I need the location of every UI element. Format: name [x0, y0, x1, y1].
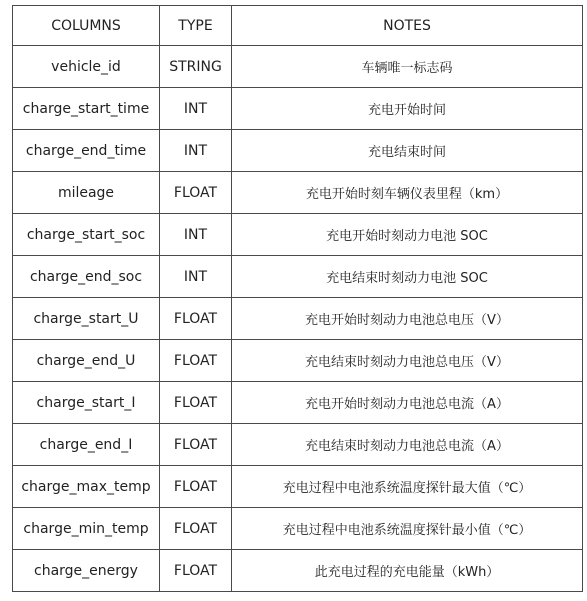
- cell-type: FLOAT: [160, 424, 232, 466]
- header-type: TYPE: [160, 6, 232, 46]
- cell-notes: 充电结束时刻动力电池总电压（V）: [232, 340, 583, 382]
- cell-type: FLOAT: [160, 298, 232, 340]
- table-row: [13, 508, 583, 550]
- cell-notes: 充电开始时刻车辆仪表里程（km）: [232, 172, 583, 214]
- cell-notes: 车辆唯一标志码: [232, 46, 583, 88]
- table-row: [13, 172, 583, 214]
- cell-type: FLOAT: [160, 466, 232, 508]
- cell-notes: 充电开始时间: [232, 88, 583, 130]
- cell-type: FLOAT: [160, 508, 232, 550]
- cell-type: INT: [160, 88, 232, 130]
- cell-column: charge_energy: [13, 550, 160, 592]
- table-body: [13, 46, 583, 592]
- cell-notes: 充电过程中电池系统温度探针最大值（℃）: [232, 466, 583, 508]
- table-row: [13, 340, 583, 382]
- cell-type: FLOAT: [160, 382, 232, 424]
- cell-column: charge_end_soc: [13, 256, 160, 298]
- header-columns: COLUMNS: [13, 6, 160, 46]
- table-row: [13, 46, 583, 88]
- cell-type: INT: [160, 214, 232, 256]
- cell-notes: 此充电过程的充电能量（kWh）: [232, 550, 583, 592]
- cell-column: charge_end_time: [13, 130, 160, 172]
- cell-notes: 充电结束时刻动力电池 SOC: [232, 256, 583, 298]
- cell-type: INT: [160, 256, 232, 298]
- cell-column: charge_min_temp: [13, 508, 160, 550]
- cell-type: FLOAT: [160, 340, 232, 382]
- header-notes: NOTES: [232, 6, 583, 46]
- cell-notes: 充电开始时刻动力电池总电压（V）: [232, 298, 583, 340]
- cell-type: INT: [160, 130, 232, 172]
- table-row: [13, 466, 583, 508]
- cell-notes: 充电结束时刻动力电池总电流（A）: [232, 424, 583, 466]
- table-row: [13, 382, 583, 424]
- cell-notes: 充电结束时间: [232, 130, 583, 172]
- cell-column: mileage: [13, 172, 160, 214]
- table-row: [13, 214, 583, 256]
- cell-type: FLOAT: [160, 172, 232, 214]
- header-row: [13, 6, 583, 46]
- cell-column: charge_start_I: [13, 382, 160, 424]
- schema-table: [12, 5, 583, 592]
- cell-notes: 充电过程中电池系统温度探针最小值（℃）: [232, 508, 583, 550]
- cell-column: charge_start_U: [13, 298, 160, 340]
- table-row: [13, 88, 583, 130]
- table-row: [13, 130, 583, 172]
- cell-column: charge_max_temp: [13, 466, 160, 508]
- table-row: [13, 550, 583, 592]
- cell-column: charge_end_I: [13, 424, 160, 466]
- cell-type: FLOAT: [160, 550, 232, 592]
- cell-notes: 充电开始时刻动力电池 SOC: [232, 214, 583, 256]
- table-row: [13, 256, 583, 298]
- cell-notes: 充电开始时刻动力电池总电流（A）: [232, 382, 583, 424]
- cell-column: vehicle_id: [13, 46, 160, 88]
- cell-type: STRING: [160, 46, 232, 88]
- table-row: [13, 424, 583, 466]
- table-row: [13, 298, 583, 340]
- cell-column: charge_end_U: [13, 340, 160, 382]
- cell-column: charge_start_time: [13, 88, 160, 130]
- cell-column: charge_start_soc: [13, 214, 160, 256]
